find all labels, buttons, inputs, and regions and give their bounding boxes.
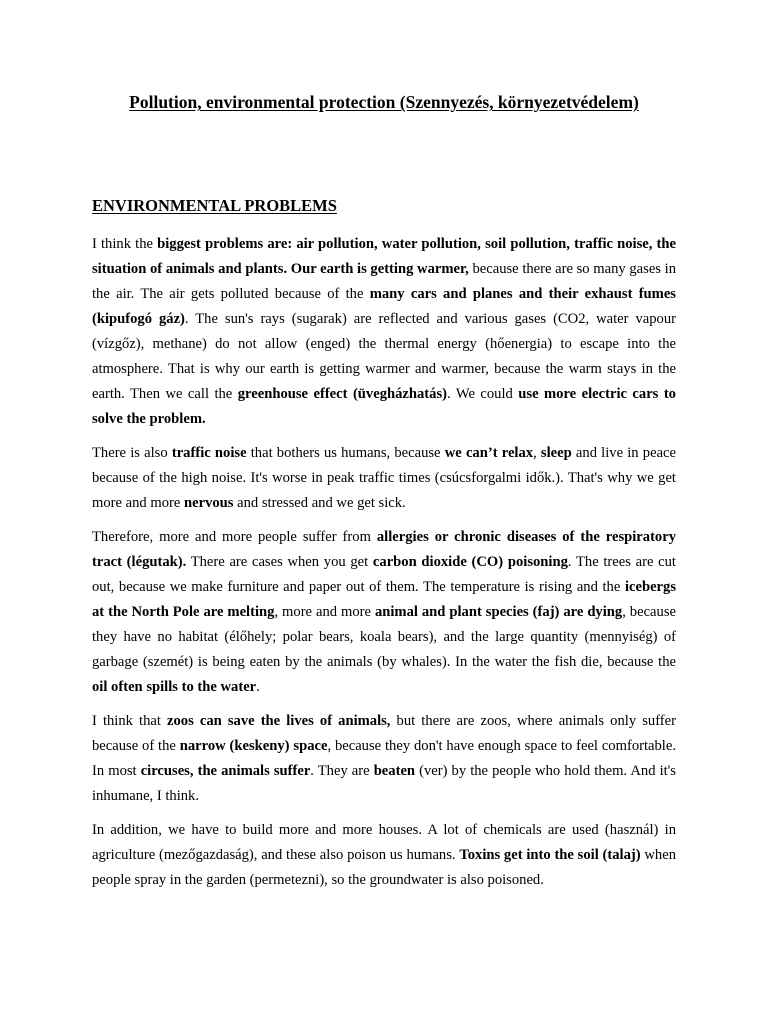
paragraph-chemicals (92, 818, 676, 893)
text-run: In addition, we have to build more and more houses. A lot of chemicals are used (használ) in agriculture (mezőgazdaság), and these also poison us humans. (92, 822, 676, 863)
text-run-bold: animal and plant species (faj) are dying (374, 604, 623, 620)
text-run: I think that (92, 713, 168, 729)
paragraph-diseases (92, 525, 676, 700)
text-run-bold: zoos can save the lives of animals, (167, 713, 391, 729)
text-run-bold: biggest problems are: air pollution, water pollution, soil pollution, traffic noise, the situation of animals and plants. Our earth is getting warmer, (92, 236, 676, 277)
text-run-bold: nervous (184, 495, 234, 511)
body-text (92, 232, 676, 902)
text-run-bold: circuses, the animals suffer (140, 763, 311, 779)
text-run-bold: we can’t relax (444, 445, 534, 461)
text-run: There are cases when you get (186, 554, 373, 570)
text-run: . The sun's rays (sugarak) are reflected and various gases (CO2, water vapour (vízgőz), methane) do not allow (enged) the thermal energy (hőenergia) to escape into the atmosphere. That is why our earth is getting warmer and warmer, because the warm stays in the earth. Then we call the (92, 311, 677, 402)
text-run: . We could (447, 386, 519, 402)
text-run: , more and more (274, 604, 375, 620)
text-run-bold: traffic noise (171, 445, 247, 461)
text-run: , because they have no habitat (élőhely; polar bears, koala bears), and the large quantity (mennyiség) of garbage (szemét) is being eaten by the animals (by whales). In the water the fish die, because the (92, 604, 676, 670)
text-run-bold: icebergs at the North Pole are melting (92, 579, 676, 620)
text-run: , (533, 445, 541, 461)
text-run: when people spray in the garden (permetezni), so the groundwater is also poisoned. (92, 847, 676, 888)
text-run-bold: Toxins get into the soil (talaj) (459, 847, 641, 863)
text-run-bold: carbon dioxide (CO) poisoning (372, 554, 568, 570)
text-run: . The trees are cut out, because we make furniture and paper out of them. The temperature is rising and the (92, 554, 676, 595)
text-run: , because they don't have enough space to feel comfortable. In most (92, 738, 676, 779)
paragraph-zoos (92, 709, 676, 809)
text-run: but there are zoos, where animals only suffer because of the (92, 713, 676, 754)
text-run: I think the (92, 236, 158, 252)
text-run: and live in peace because of the high noise. It's worse in peak traffic times (csúcsforgalmi idők.). That's why we get more and more (92, 445, 676, 511)
text-run-bold: sleep (540, 445, 572, 461)
text-run: (ver) by the people who hold them. And it's inhumane, I think. (92, 763, 676, 804)
text-run: and stressed and we get sick. (233, 495, 406, 511)
section-heading: ENVIRONMENTAL PROBLEMS (92, 196, 337, 215)
text-run-bold: greenhouse effect (üvegházhatás) (237, 386, 447, 402)
text-run: There is also (92, 445, 172, 461)
text-run: . (256, 679, 260, 695)
paragraph-greenhouse (92, 232, 676, 432)
text-run: that bothers us humans, because (246, 445, 445, 461)
document-title: Pollution, environmental protection (Szennyezés, környezetvédelem) (129, 92, 639, 112)
text-run-bold: oil often spills to the water (92, 679, 257, 695)
text-run: because there are so many gases in the air. The air gets polluted because of the (92, 261, 676, 302)
text-run-bold: many cars and planes and their exhaust fumes (kipufogó gáz) (92, 286, 676, 327)
text-run-bold: narrow (keskeny) space (179, 738, 328, 754)
text-run: . They are (310, 763, 374, 779)
text-run-bold: beaten (373, 763, 416, 779)
text-run-bold: use more electric cars to solve the problem. (92, 386, 676, 427)
text-run-bold: allergies or chronic diseases of the respiratory tract (légutak). (92, 529, 676, 570)
text-run: Therefore, more and more people suffer from (92, 529, 377, 545)
paragraph-traffic-noise (92, 441, 676, 516)
